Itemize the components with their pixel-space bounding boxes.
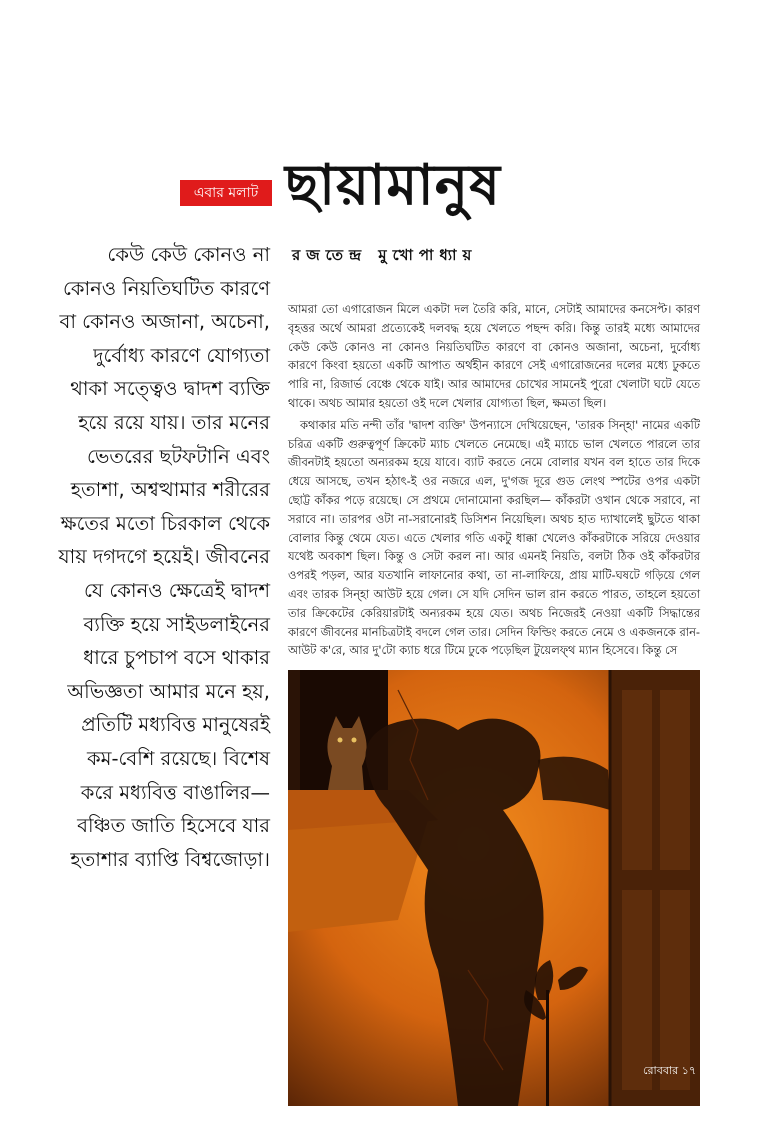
- section-tag: এবার মলাট: [180, 180, 272, 206]
- body-column: [288, 300, 700, 660]
- author-byline: রজতেন্দ্র মুখোপাধ্যায়: [292, 246, 478, 264]
- body-paragraph: কথাকার মতি নন্দী তাঁর 'দ্বাদশ ব্যক্তি' উপন্যাসে দেখিয়েছেন, 'তারক সিন্‌হা' নামের একটি চরিত্র একটি গুরুত্বপূর্ণ ক্রিকেট ম্যাচ খেলতে নেমেছে। এই ম্যাচে ভাল খেলতে পারলে তার জীবনটাই হয়তো অন্যরকম হয়ে যাবে। ব্যাট করতে নেমে বোলার যখন বল হাতে তার দিকে ধেয়ে আসছে, তখন হঠাৎ-ই ওর নজরে এল, দু'গজ দূরে গুড লেংথ স্পটের ওপর একটা ছোট্ট কাঁকর পড়ে রয়েছে। সে প্রথমে দোনামোনা করছিল— কাঁকরটা ওখান থেকে সরাবে, না সরাবে না। তারপর ওটা না-সরানোরই ডিসিশন নিয়েছিল। অথচ হাত দ্যাখালেই ছুটতে থাকা বোলার কিন্তু থেমে যেত। এতে খেলার গতি একটু ধাক্কা খেলেও কাঁকরটাকে সরিয়ে দেওয়ার যথেষ্ট অবকাশ ছিল। কিন্তু ও সেটা করল না। আর এমনই নিয়তি, বলটা ঠিক ওই কাঁকরটার ওপরই পড়ল, আর যতখানি লাফানোর কথা, তা না-লাফিয়ে, প্রায় মাটি-ঘষটে গড়িয়ে গেল এবং তারক সিন্‌হা আউট হয়ে গেল। সে যদি সেদিন ভাল রান করতে পারত, তাহলে হয়তো তার ক্রিকেটের কেরিয়ারটাই অন্যরকম হয়ে যেত। অথচ নিজেরই নেওয়া একটি সিদ্ধান্তের কারণে জীবনের মানচিত্রটাই বদলে গেল তার। সেদিন ফিল্ডিং করতে নেমে ও একজনকে রান-আউট ক'রে, আর দু'টো ক্যাচ ধরে টিমে ঢুকে পড়েছিল টুয়েলফ্‌থ ম্যান হিসেবে। কিন্তু সে: [288, 417, 700, 658]
- article-title: ছায়ামানুষ: [285, 152, 502, 218]
- page-number: রোববার ১৭: [643, 1064, 696, 1077]
- pull-quote: কেউ কেউ কোনও না কোনও নিয়তিঘটিত কারণে বা কোনও অজানা, অচেনা, দুর্বোধ্য কারণে যোগ্যতা থাকা সত্ত্বেও দ্বাদশ ব্যক্তি হয়ে রয়ে যায়। তার মনের ভেতরের ছটফটানি এবং হতাশা, অশ্বত্থামার শরীরের ক্ষতের মতো চিরকাল থেকে যায় দগদগে হয়েই। জীবনের যে কোনও ক্ষেত্রেই দ্বাদশ ব্যক্তি হয়ে সাইডলাইনের ধারে চুপচাপ বসে থাকার অভিজ্ঞতা আমার মনে হয়, প্রতিটি মধ্যবিত্ত মানুষেরই কম-বেশি রয়েছে। বিশেষ করে মধ্যবিত্ত বাঙালির— বঞ্চিত জাতি হিসেবে যার হতাশার ব্যাপ্তি বিশ্বজোড়া।: [58, 243, 270, 871]
- cover-photo: [288, 670, 700, 1106]
- body-paragraph: আমরা তো এগারোজন মিলে একটা দল তৈরি করি, মানে, সেটাই আমাদের কনসেপ্ট। কারণ বৃহত্তর অর্থে আমরা প্রত্যেকেই দলবদ্ধ হয়ে খেলতে পছন্দ করি। কিন্তু তারই মধ্যে আমাদের কেউ কেউ কোনও না কোনও নিয়তিঘটিত কারণে বা কোনও অজানা, অচেনা, দুর্বোধ্য কারণে কিংবা হয়তো একটি আপাত অর্থহীন কারণে সেই এগারোজনের দলের মধ্যে ঢুকতে পারি না, রিজার্ভ বেঞ্চে থেকে যাই। আর আমাদের চোখের সামনেই পুরো খেলাটা ঘটে যেতে থাকে। অথচ আমার হয়তো ওই দলে খেলার যোগ্যতা ছিল, ক্ষমতা ছিল।: [288, 302, 700, 410]
